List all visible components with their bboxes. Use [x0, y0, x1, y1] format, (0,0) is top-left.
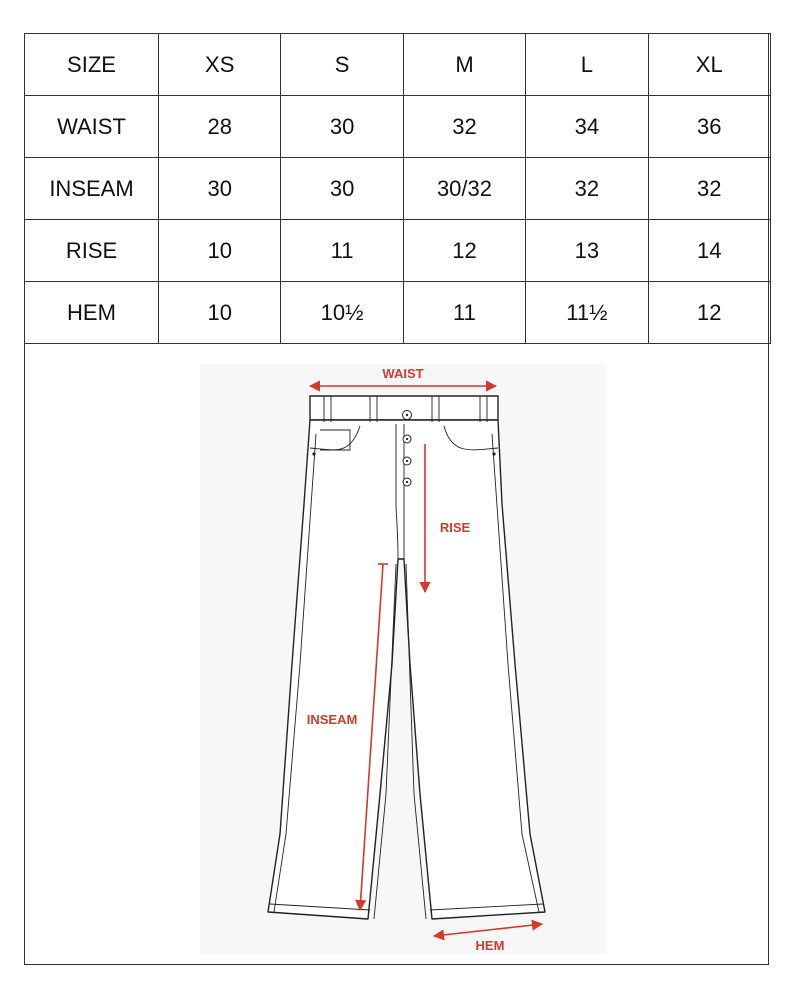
waist-label: WAIST — [382, 366, 424, 381]
header-cell-l: L — [526, 34, 648, 96]
table-cell: 30 — [281, 158, 403, 220]
table-cell: 14 — [648, 220, 770, 282]
header-cell-m: M — [403, 34, 525, 96]
table-cell: 30/32 — [403, 158, 525, 220]
table-row-rise — [25, 220, 771, 282]
table-cell: 32 — [526, 158, 648, 220]
table-cell: 10 — [159, 282, 281, 344]
table-cell: 30 — [159, 158, 281, 220]
row-label: HEM — [25, 282, 159, 344]
table-cell: 11½ — [526, 282, 648, 344]
table-cell: 10½ — [281, 282, 403, 344]
table-cell: 28 — [159, 96, 281, 158]
row-label: INSEAM — [25, 158, 159, 220]
hem-arrow — [434, 924, 542, 936]
header-cell-xl: XL — [648, 34, 770, 96]
table-cell: 32 — [403, 96, 525, 158]
header-cell-xs: XS — [159, 34, 281, 96]
table-cell: 11 — [281, 220, 403, 282]
header-cell-size: SIZE — [25, 34, 159, 96]
row-label: RISE — [25, 220, 159, 282]
table-header-row — [25, 34, 771, 96]
header-cell-s: S — [281, 34, 403, 96]
table-row-hem — [25, 282, 771, 344]
size-chart-table — [24, 33, 771, 344]
table-cell: 30 — [281, 96, 403, 158]
row-label: WAIST — [25, 96, 159, 158]
table-cell: 32 — [648, 158, 770, 220]
hem-label: HEM — [475, 938, 505, 953]
table-cell: 12 — [403, 220, 525, 282]
table-row-inseam — [25, 158, 771, 220]
jeans-flat-sketch-icon — [200, 364, 606, 954]
table-cell: 34 — [526, 96, 648, 158]
table-cell: 12 — [648, 282, 770, 344]
table-cell: 10 — [159, 220, 281, 282]
table-cell: 13 — [526, 220, 648, 282]
inseam-label: INSEAM — [306, 712, 358, 727]
rise-label: RISE — [439, 520, 471, 535]
jeans-body — [268, 420, 545, 919]
jeans-measurement-diagram — [200, 364, 606, 954]
table-row-waist — [25, 96, 771, 158]
table-cell: 11 — [403, 282, 525, 344]
table-cell: 36 — [648, 96, 770, 158]
